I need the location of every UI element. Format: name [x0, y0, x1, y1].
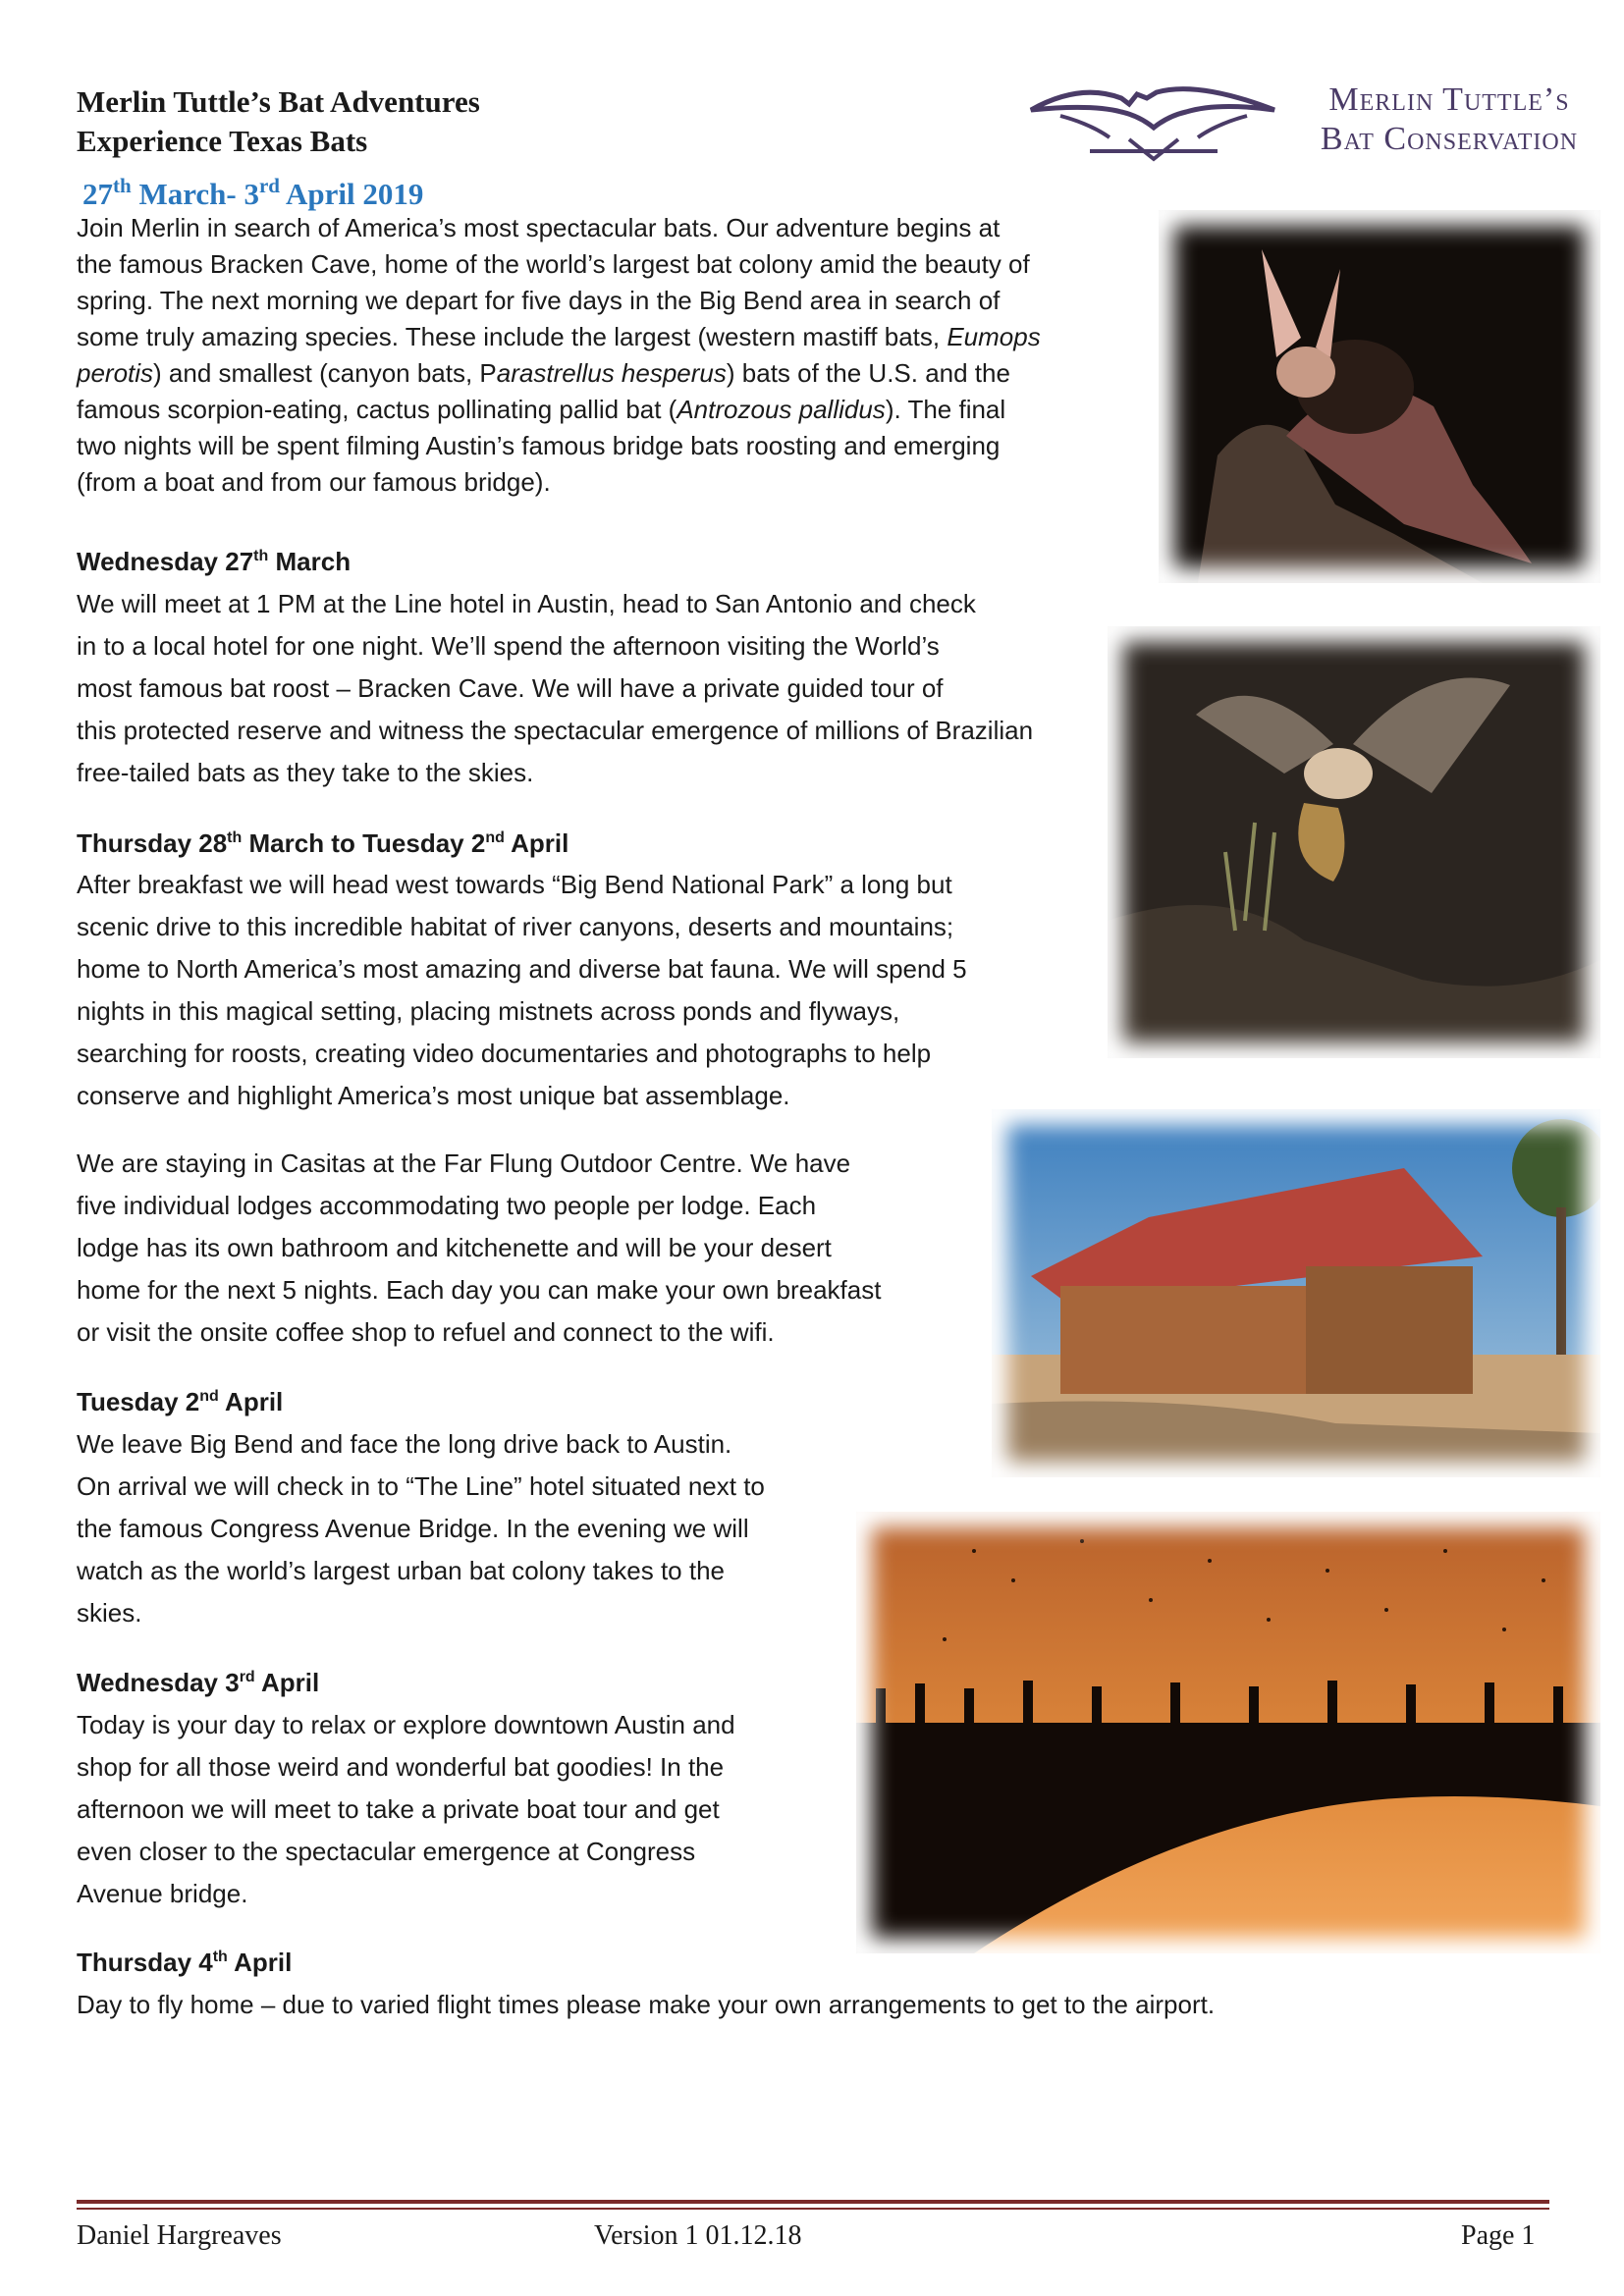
bat-logo-icon: [1021, 77, 1286, 167]
text-line: or visit the onsite coffee shop to refuel and connect to the wifi.: [77, 1317, 775, 1347]
date-start-day: 27: [82, 177, 113, 211]
text-line: home for the next 5 nights. Each day you can make your own breakfast: [77, 1275, 882, 1305]
title-line-1: Merlin Tuttle’s Bat Adventures: [77, 84, 480, 119]
day-text-wed-3: [77, 1704, 862, 1915]
document-title: [77, 82, 480, 161]
text-line: Day to fly home – due to varied flight times please make your own arrangements to get to the airport.: [77, 1990, 1216, 2019]
logo-wordmark: [1296, 80, 1602, 159]
text-line: most famous bat roost – Bracken Cave. We will have a private guided tour of: [77, 673, 944, 703]
text-line: nights in this magical setting, placing mistnets across ponds and flyways,: [77, 996, 900, 1026]
intro-line: spring. The next morning we depart for five days in the Big Bend area in search of: [77, 286, 1001, 315]
text-line: conserve and highlight America’s most unique bat assemblage.: [77, 1081, 790, 1110]
logo-line-1: Merlin Tuttle’s: [1328, 81, 1570, 118]
date-start-suffix: th: [113, 174, 132, 197]
day-heading-thu-28: Thursday 28th March to Tuesday 2nd April: [77, 828, 569, 858]
footer-author: Daniel Hargreaves: [77, 2220, 282, 2251]
title-line-2: Experience Texas Bats: [77, 124, 368, 158]
text-line: shop for all those weird and wonderful bat goodies! In the: [77, 1752, 725, 1782]
photo-congress-bridge: [856, 1512, 1600, 1953]
photo-casita-lodge: [992, 1109, 1600, 1477]
intro-paragraph: [77, 210, 1176, 501]
footer-page-number: Page 1: [1461, 2220, 1536, 2251]
day-text-thu-4: [77, 1984, 1549, 2026]
photo-bat-with-scorpion: [1108, 626, 1600, 1058]
text-line: this protected reserve and witness the spectacular emergence of millions of Brazilian: [77, 716, 1034, 745]
text-line: home to North America’s most amazing and diverse bat fauna. We will spend 5: [77, 954, 967, 984]
accommodation-paragraph: [77, 1143, 1000, 1354]
day-text-thu-28: [77, 864, 1108, 1117]
text-line: After breakfast we will head west towards “Big Bend National Park” a long but: [77, 870, 952, 899]
footer-version: Version 1 01.12.18: [594, 2220, 802, 2251]
intro-line: famous scorpion-eating, cactus pollinating pallid bat (Antrozous pallidus). The final: [77, 395, 1006, 424]
day-text-wed-27: [77, 583, 1137, 794]
species-name: arastrellus hesperus: [496, 358, 727, 388]
footer-rule-thin: [77, 2208, 1549, 2210]
date-start-month: March-: [131, 177, 244, 211]
intro-line: some truly amazing species. These include the largest (western mastiff bats, Eumops: [77, 322, 1041, 351]
day-heading-thu-4: Thursday 4th April: [77, 1948, 293, 1977]
text-line: On arrival we will check in to “The Line” hotel situated next to: [77, 1471, 765, 1501]
logo-line-2: Bat Conservation: [1320, 121, 1579, 157]
species-name: Antrozous pallidus: [677, 395, 886, 424]
date-end-day: 3: [244, 177, 259, 211]
text-line: We leave Big Bend and face the long drive back to Austin.: [77, 1429, 732, 1459]
intro-line: the famous Bracken Cave, home of the world’s largest bat colony amid the beauty of: [77, 249, 1030, 279]
trip-dates: [82, 174, 424, 212]
intro-line: Join Merlin in search of America’s most spectacular bats. Our adventure begins at: [77, 213, 1001, 242]
day-heading-wed-27: Wednesday 27th March: [77, 547, 352, 576]
text-line: afternoon we will meet to take a private boat tour and get: [77, 1794, 720, 1824]
intro-line: perotis) and smallest (canyon bats, Parastrellus hesperus) bats of the U.S. and the: [77, 358, 1010, 388]
text-line: Avenue bridge.: [77, 1879, 248, 1908]
day-heading-wed-3: Wednesday 3rd April: [77, 1668, 320, 1697]
text-line: We will meet at 1 PM at the Line hotel in Austin, head to San Antonio and check: [77, 589, 976, 618]
species-name: Eumops: [947, 322, 1041, 351]
intro-line: two nights will be spent filming Austin’s famous bridge bats roosting and emerging: [77, 431, 1001, 460]
text-line: skies.: [77, 1598, 142, 1628]
date-end-suffix: rd: [258, 174, 280, 197]
text-line: lodge has its own bathroom and kitchenette and will be your desert: [77, 1233, 832, 1262]
text-line: We are staying in Casitas at the Far Flung Outdoor Centre. We have: [77, 1148, 851, 1178]
text-line: watch as the world’s largest urban bat colony takes to the: [77, 1556, 726, 1585]
text-line: searching for roosts, creating video documentaries and photographs to help: [77, 1039, 932, 1068]
text-line: Today is your day to relax or explore downtown Austin and: [77, 1710, 735, 1739]
text-line: scenic drive to this incredible habitat of river canyons, deserts and mountains;: [77, 912, 954, 941]
day-heading-tue-2: Tuesday 2nd April: [77, 1387, 284, 1416]
text-line: the famous Congress Avenue Bridge. In the evening we will: [77, 1514, 749, 1543]
footer-rule: [77, 2200, 1549, 2204]
intro-line: (from a boat and from our famous bridge).: [77, 467, 551, 497]
text-line: five individual lodges accommodating two people per lodge. Each: [77, 1191, 817, 1220]
date-end-month-year: April 2019: [279, 177, 424, 211]
text-line: even closer to the spectacular emergence at Congress: [77, 1837, 696, 1866]
bat-conservation-logo: [1021, 77, 1602, 167]
day-text-tue-2: [77, 1423, 862, 1634]
text-line: in to a local hotel for one night. We’ll spend the afternoon visiting the World’s: [77, 631, 940, 661]
photo-pallid-bat: [1159, 210, 1600, 583]
text-line: free-tailed bats as they take to the skies.: [77, 758, 534, 787]
species-name: perotis: [77, 358, 154, 388]
